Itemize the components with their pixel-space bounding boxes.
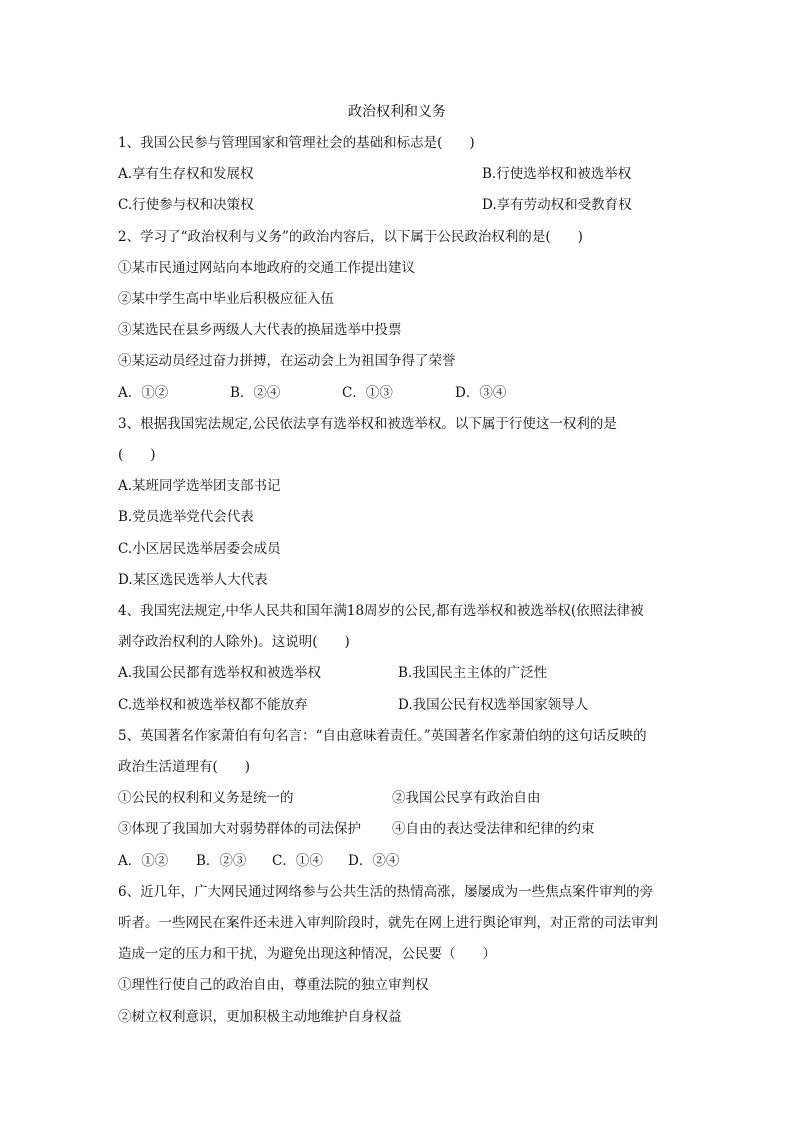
question-3-option-d: D.某区选民选举人大代表 <box>118 572 268 588</box>
question-6-statement-1: ①理性行使自己的政治自由，尊重法院的独立审判权 <box>118 977 429 993</box>
question-1-option-a: A.享有生存权和发展权 <box>118 166 254 182</box>
question-3-option-c: C.小区居民选举居委会成员 <box>118 541 281 557</box>
question-4-option-d: D.我国公民有权选举国家领导人 <box>398 697 589 713</box>
question-5-statement-1: ①公民的权利和义务是统一的 <box>118 790 294 806</box>
question-3-option-b: B.党员选举党代会代表 <box>118 509 254 525</box>
question-6-stem-line-3: 造成一定的压力和干扰，为避免出现这种情况，公民要（ ） <box>118 946 496 962</box>
question-1-stem: 1、我国公民参与管理国家和管理社会的基础和标志是( ) <box>118 135 475 151</box>
question-5-option-c: C．①④ <box>272 853 323 869</box>
question-2-stem: 2、学习了“政治权利与义务”的政治内容后，以下属于公民政治权利的是( ) <box>118 229 583 245</box>
question-2-statement-1: ①某市民通过网站向本地政府的交通工作提出建议 <box>118 260 415 276</box>
question-2-statement-4: ④某运动员经过奋力拼搏，在运动会上为祖国争得了荣誉 <box>118 353 456 369</box>
question-5-statement-3: ③体现了我国加大对弱势群体的司法保护 <box>118 821 361 837</box>
question-6-stem-line-1: 6、近几年，广大网民通过网络参与公共生活的热情高涨，屡屡成为一些焦点案件审判的旁 <box>118 884 654 900</box>
question-1-option-c: C.行使参与权和决策权 <box>118 197 254 213</box>
page-title: 政治权利和义务 <box>348 104 446 120</box>
question-5-stem-line-2: 政治生活道理有( ) <box>118 759 251 775</box>
question-2-statement-3: ③某选民在县乡两级人大代表的换届选举中投票 <box>118 322 402 338</box>
question-6-stem-line-2: 听者。一些网民在案件还未进入审判阶段时，就先在网上进行舆论审判，对正常的司法审判 <box>118 915 658 931</box>
question-1-option-d: D.享有劳动权和受教育权 <box>482 197 632 213</box>
question-5-option-a: A．①② <box>118 853 169 869</box>
question-5-stem-line-1: 5、英国著名作家萧伯有句名言：“自由意味着责任。”英国著名作家萧伯纳的这句话反映的 <box>118 728 647 744</box>
question-4-option-a: A.我国公民都有选举权和被选举权 <box>118 665 322 681</box>
question-2-option-d: D．③④ <box>455 385 507 401</box>
question-2-option-b: B．②④ <box>230 385 281 401</box>
question-4-stem-line-2: 剥夺政治权利的人除外)。这说明( ) <box>118 634 350 650</box>
question-4-option-b: B.我国民主主体的广泛性 <box>398 665 548 681</box>
question-6-statement-2: ②树立权利意识，更加积极主动地维护自身权益 <box>118 1009 402 1025</box>
question-1-option-b: B.行使选举权和被选举权 <box>482 166 632 182</box>
question-5-option-b: B．②③ <box>196 853 247 869</box>
question-4-option-c: C.选举权和被选举权都不能放弃 <box>118 697 308 713</box>
question-4-stem-line-1: 4、我国宪法规定,中华人民共和国年满18周岁的公民,都有选举权和被选举权(依照法律被 <box>118 603 644 619</box>
question-2-option-a: A．①② <box>118 385 169 401</box>
question-5-statement-4: ④自由的表达受法律和纪律的约束 <box>392 821 595 837</box>
question-3-stem-line-2: ( ) <box>118 447 156 463</box>
question-5-option-d: D．②④ <box>348 853 400 869</box>
question-5-statement-2: ②我国公民享有政治自由 <box>392 790 541 806</box>
question-2-statement-2: ②某中学生高中毕业后积极应征入伍 <box>118 291 334 307</box>
question-3-stem-line-1: 3、根据我国宪法规定,公民依法享有选举权和被选举权。以下属于行使这一权利的是 <box>118 416 617 432</box>
question-3-option-a: A.某班同学选举团支部书记 <box>118 478 281 494</box>
question-2-option-c: C．①③ <box>342 385 393 401</box>
